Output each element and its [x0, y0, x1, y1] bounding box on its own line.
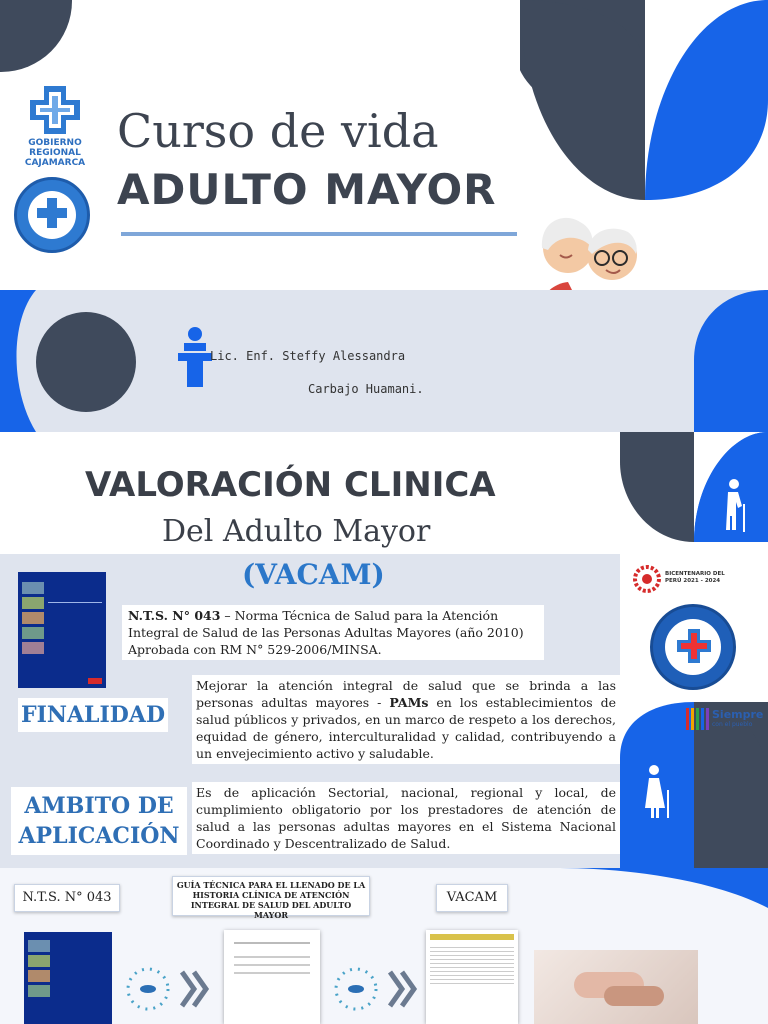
guia-line2: HISTORIA CLÍNICA DE ATENCIÓN [192, 890, 350, 900]
siempre-stripes-icon [686, 708, 710, 730]
title-underline [121, 232, 517, 236]
bicentenario-icon [633, 565, 661, 593]
band-right-arc [694, 290, 768, 432]
elderly-woman-cane-icon [638, 764, 674, 818]
section-heading: VALORACIÓN CLINICA [85, 465, 496, 505]
gobierno-regional-text: GOBIERNO REGIONAL CAJAMARCA [24, 138, 86, 168]
band-circle [36, 312, 136, 412]
flow-box-vacam: VACAM [436, 884, 508, 912]
flow-box-guia [172, 876, 370, 920]
decor-quarter-circle [0, 0, 72, 72]
nts-code: N.T.S. N° 043 [128, 608, 221, 623]
band-left-arc [0, 290, 36, 432]
red-integrada-seal-large [650, 604, 736, 690]
cover-title-line2: ADULTO MAYOR [117, 165, 497, 214]
siempre-logo [686, 708, 766, 734]
cross-logo-icon [18, 86, 92, 134]
finalidad-pre: Mejorar la atención integral de salud que se brinda a las personas adultas mayores - [196, 678, 616, 710]
vacam-acronym: (VACAM) [242, 558, 385, 591]
slide-flow [0, 868, 768, 1024]
cover-title-line1: Curso de vida [117, 104, 439, 158]
guia-document-thumb [224, 930, 320, 1024]
finalidad-text [192, 675, 620, 764]
section-subheading: Del Adulto Mayor [162, 514, 431, 549]
vacam-form-thumb [426, 930, 518, 1024]
seal-cross-icon-large [677, 629, 711, 663]
ambito-text: Es de aplicación Sectorial, nacional, regional y local, de cumplimiento obligatorio por los prestadores de atención de salud a las personas adultas mayores en el Sistema Nacional Coordinado y Descentralizado de Salud. [192, 782, 620, 854]
finalidad-post: en los establecimientos de salud públicos y privados, en un marco de respeto a los derechos, equidad de género, interculturalidad y calidad, contribuyendo a un envejecimiento activo y saludable. [196, 695, 616, 761]
finalidad-label: FINALIDAD [18, 698, 168, 732]
nts-description-box [122, 605, 544, 660]
siempre-subtext: con el pueblo [712, 721, 753, 728]
ambito-label-line2: APLICACIÓN [18, 823, 180, 849]
speaker-icon [178, 326, 212, 388]
slide-cover [0, 0, 768, 432]
nts-book-thumb [24, 932, 112, 1024]
elderly-man-cane-icon [718, 478, 754, 532]
author-name-line2: Carbajo Huamani. [308, 382, 424, 396]
guia-line3: INTEGRAL DE SALUD DEL ADULTO MAYOR [190, 900, 352, 920]
ambito-label-line1: AMBITO DE [24, 793, 174, 819]
seal-cross-icon [37, 198, 67, 228]
bicentenario-logo [633, 565, 753, 595]
ambito-label [11, 787, 187, 855]
guia-line1: GUÍA TÉCNICA PARA EL LLENADO DE LA [176, 880, 366, 890]
gobierno-regional-logo [18, 86, 92, 168]
top-right-decor [560, 868, 768, 908]
finalidad-pams: PAMs [389, 695, 429, 710]
slide-valoracion [0, 432, 768, 868]
bicentenario-text: BICENTENARIO DEL PERÚ 2021 - 2024 [665, 571, 725, 584]
flow-arrow-icon [120, 964, 212, 1014]
nts-approval: Aprobada con RM N° 529-2006/MINSA. [128, 642, 382, 657]
flow-box-nts: N.T.S. N° 043 [14, 884, 120, 912]
author-name-line1: Lic. Enf. Steffy Alessandra [210, 349, 406, 363]
flow-arrow-icon-2 [328, 964, 420, 1014]
nts-title: – Norma Técnica de Salud para la Atención Integral de Salud de las Personas Adultas Mayores (año 2010) [128, 608, 524, 640]
red-integrada-seal [14, 177, 90, 253]
nts-book-cover [18, 572, 106, 688]
decor-leaves [520, 0, 768, 200]
hands-photo [534, 950, 698, 1024]
siempre-text: Siempre [712, 708, 764, 721]
